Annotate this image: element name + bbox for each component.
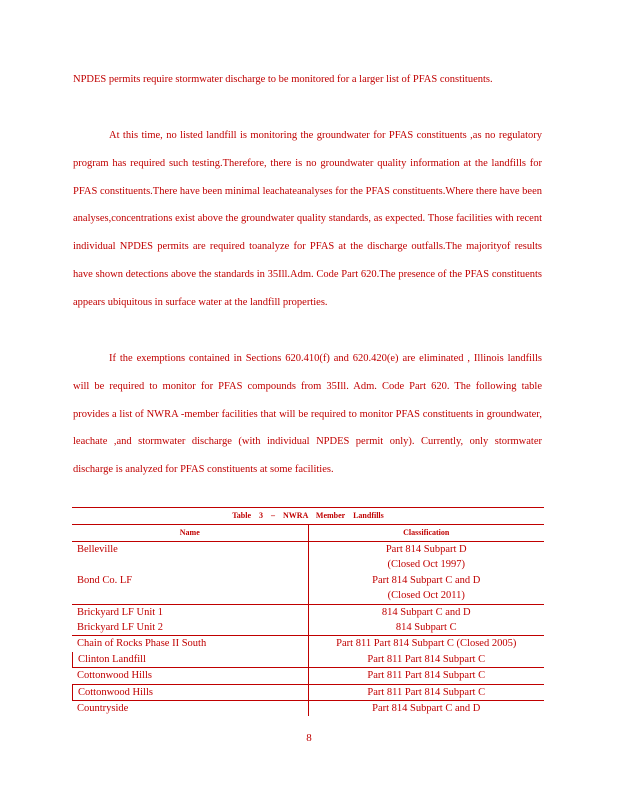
landfill-name: Brickyard LF Unit 2	[77, 622, 164, 634]
header-classification: Classification	[308, 525, 544, 542]
landfill-name: Clinton Landfill	[72, 652, 303, 667]
name-cell	[72, 668, 308, 684]
paragraph-1: NPDES permits require stormwater discharge to be monitored for a larger list of PFAS constituents.	[73, 74, 493, 85]
name-cell	[72, 701, 308, 717]
table-caption: Table 3 – NWRA Member Landfills	[72, 508, 544, 525]
landfill-name: Bond Co. LF	[77, 574, 133, 586]
landfill-classification: Part 811 Part 814 Subpart C (Closed 2005)	[336, 638, 517, 650]
landfill-classification: Part 814 Subpart C and D	[372, 574, 481, 586]
landfill-classification: Part 814 Subpart D	[385, 544, 467, 555]
landfill-classification: Part 811 Part 814 Subpart C	[367, 653, 486, 665]
landfill-classification: (Closed Oct 1997)	[387, 559, 466, 571]
classification-cell	[308, 684, 544, 700]
table-row-group	[72, 684, 544, 700]
landfill-name: Belleville	[77, 544, 118, 555]
classification-cell	[308, 636, 544, 668]
table-row-group	[72, 668, 544, 684]
table-row-group	[72, 604, 544, 636]
classification-cell	[308, 542, 544, 605]
name-cell	[72, 636, 308, 668]
name-cell	[72, 542, 308, 605]
landfill-classification: Part 811 Part 814 Subpart C	[367, 670, 486, 682]
table-row-group	[72, 636, 544, 668]
landfill-name: Chain of Rocks Phase II South	[77, 638, 207, 650]
landfill-classification: 814 Subpart C and D	[381, 606, 471, 618]
classification-cell	[308, 668, 544, 684]
classification-cell	[308, 604, 544, 636]
landfill-classification: Part 811 Part 814 Subpart C	[367, 686, 486, 698]
landfill-name: Cottonwood Hills	[72, 685, 303, 700]
landfill-classification: Part 814 Subpart C and D	[372, 703, 481, 715]
landfill-name: Brickyard LF Unit 1	[77, 606, 164, 618]
landfill-classification: (Closed Oct 2011)	[387, 590, 465, 602]
landfills-table	[72, 507, 544, 716]
classification-cell	[308, 701, 544, 717]
header-name: Name	[72, 525, 308, 542]
name-cell	[72, 604, 308, 636]
landfill-name: Cottonwood Hills	[77, 670, 152, 682]
paragraph-2: At this time, no listed landfill is monitoring the groundwater for PFAS constituents ,as no regulatory program has required such testing.Therefore, there is no groundwater quality information at the landfills for PFAS constituents.There have been minimal leachateanalyses for the PFAS constituents.Where there have been analyses,concentrations exist above the groundwater quality standards, as expected. Those facilities with recent individual NPDES permits are required toanalyze for PFAS at the discharge outfalls.The majorityof results have shown detections above the standards in 35Ill.Adm. Code Part 620.The presence of the PFAS constituents appears ubiquitous in surface water at the landfill properties.	[73, 130, 542, 308]
table-row-group	[72, 701, 544, 717]
page-number: 8	[306, 732, 312, 744]
name-cell	[72, 684, 308, 700]
landfill-classification: 814 Subpart C	[395, 622, 457, 634]
paragraph-3: If the exemptions contained in Sections 620.410(f) and 620.420(e) are eliminated , Illinois landfills will be required to monitor for PFAS compounds from 35Ill. Adm. Code Part 620. The following table provides a list of NWRA -member facilities that will be required to monitor PFAS constituents in groundwater, leachate ,and stormwater discharge (with individual NPDES permit only). Currently, only stormwater discharge is analyzed for PFAS constituents at some facilities.	[73, 353, 542, 476]
table-row-group	[72, 542, 544, 605]
landfill-name: Countryside	[77, 703, 129, 715]
